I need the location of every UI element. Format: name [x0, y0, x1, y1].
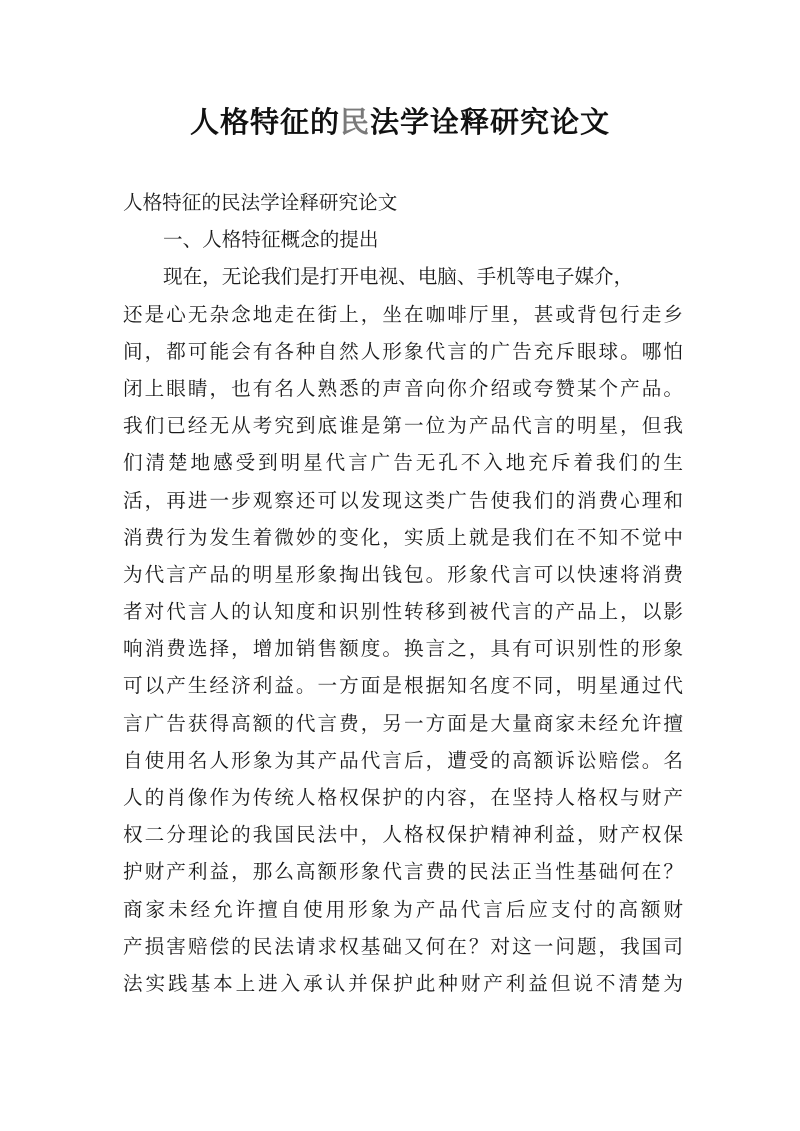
paragraph-line: 间，都可能会有各种自然人形象代言的广告充斥眼球。哪怕 [123, 339, 683, 363]
paragraph-line: 们清楚地感受到明星代言广告无孔不入地充斥着我们的生 [123, 451, 683, 475]
paragraph-line: 者对代言人的认知度和识别性转移到被代言的产品上，以影 [123, 600, 683, 624]
paragraph-line: 法实践基本上进入承认并保护此种财产利益但说不清楚为 [123, 971, 683, 995]
paragraph-line: 还是心无杂念地走在街上，坐在咖啡厅里，甚或背包行走乡 [123, 302, 683, 326]
paragraph-line: 产损害赔偿的民法请求权基础又何在？对这一问题，我国司 [123, 934, 683, 958]
paragraph-line: 自使用名人形象为其产品代言后，遭受的高额诉讼赔偿。名 [123, 748, 683, 772]
title-part-1: 人格特征的 [189, 105, 340, 139]
document-title [0, 100, 800, 141]
paragraph-line: 活，再进一步观察还可以发现这类广告使我们的消费心理和 [123, 488, 683, 512]
paragraph-line: 响消费选择，增加销售额度。换言之，具有可识别性的形象 [123, 637, 683, 661]
paragraph-line: 闭上眼睛，也有名人熟悉的声音向你介绍或夸赞某个产品。 [123, 376, 683, 400]
title-part-2: 法学诠释研究论文 [370, 105, 611, 139]
paragraph-line: 人的肖像作为传统人格权保护的内容，在坚持人格权与财产 [123, 786, 683, 809]
document-body [123, 184, 683, 1002]
paragraph-line: 权二分理论的我国民法中，人格权保护精神利益，财产权保 [123, 823, 683, 847]
body-heading: 人格特征的民法学诠释研究论文 [123, 191, 398, 214]
paragraph-line: 商家未经允许擅自使用形象为产品代言后应支付的高额财 [123, 897, 683, 921]
paragraph-line: 可以产生经济利益。一方面是根据知名度不同，明星通过代 [123, 674, 683, 698]
paragraph-line: 我们已经无从考究到底谁是第一位为产品代言的明星，但我 [123, 414, 683, 438]
title-stamp-char: 民 [339, 105, 370, 139]
section-heading: 一、人格特征概念的提出 [163, 228, 379, 252]
paragraph-line: 为代言产品的明星形象掏出钱包。形象代言可以快速将消费 [123, 562, 683, 586]
paragraph-line: 护财产利益，那么高额形象代言费的民法正当性基础何在？ [123, 860, 683, 884]
paragraph-line: 现在，无论我们是打开电视、电脑、手机等电子媒介， [163, 265, 634, 289]
paragraph-line: 言广告获得高额的代言费，另一方面是大量商家未经允许擅 [123, 711, 683, 735]
paragraph-line: 消费行为发生着微妙的变化，实质上就是我们在不知不觉中 [123, 525, 683, 549]
